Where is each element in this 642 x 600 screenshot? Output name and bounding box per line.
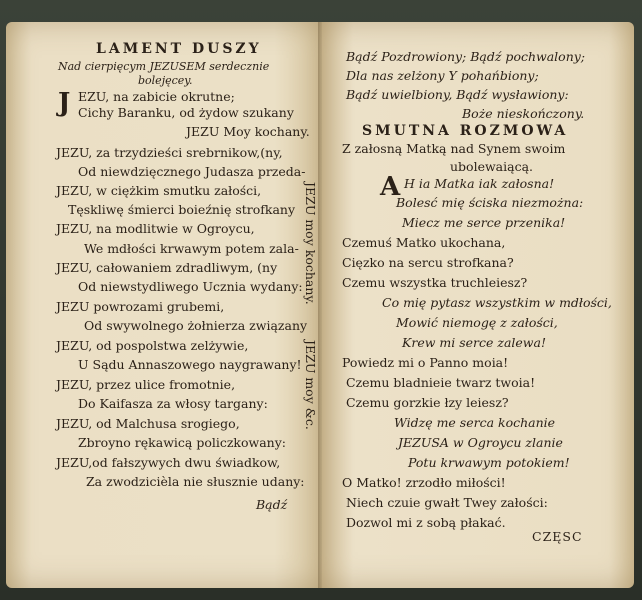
verse-line: Cichy Baranku, od żydow szukany (78, 105, 294, 120)
dialog-line: Dozwol mi z sobą płakać. (346, 515, 506, 530)
dialog-line: Powiedz mi o Panno moia! (342, 355, 509, 370)
verse-line: JEZU powrozami grubemi, (56, 299, 225, 314)
subtitle-line: bolejęcey. (138, 74, 193, 87)
left-page (6, 22, 322, 588)
verse-line: JEZU, na modlitwie w Ogroycu, (56, 221, 255, 236)
dialog-line: Mowić niemogę z załości, (396, 315, 558, 330)
verse-line: Zbroyno rękawicą policzkowany: (78, 435, 287, 450)
page-title: LAMENT DUSZY (96, 41, 262, 57)
dialog-line: JEZUSA w Ogroycu zlanie (398, 435, 563, 450)
verse-line: JEZU, przez ulice fromotnie, (56, 377, 236, 392)
verse-line: JEZU, od Malchusa srogiego, (56, 416, 240, 431)
right-page (322, 22, 634, 588)
verse-line: Do Kaifasza za włosy targany: (78, 396, 268, 411)
dialog-line: Co mię pytasz wszystkim w mdłości, (382, 295, 612, 310)
margin-refrain: JEZU moy &c. (303, 340, 318, 430)
dialog-line: O Matko! zrzodło miłości! (342, 475, 506, 490)
verse-line: Od swywolnego żołnierza związany (84, 318, 308, 333)
catchword: CZĘSC (532, 529, 583, 544)
section-intro: ubolewaiącą. (450, 159, 534, 174)
margin-refrain: JEZU moy kochany. (303, 182, 318, 305)
section-heading: SMUTNA ROZMOWA (362, 123, 569, 139)
dialog-line: Bolesć mię ściska niezmożna: (396, 195, 584, 210)
hymn-line: Bądź Pozdrowiony; Bądź pochwalony; (346, 49, 586, 64)
catchword: Bądź (256, 497, 288, 512)
verse-refrain: JEZU Moy kochany. (186, 124, 310, 139)
dialog-line: Potu krwawym potokiem! (408, 455, 570, 470)
dialog-line: H ia Matka iak załosna! (404, 176, 555, 191)
verse-line: Od niewdzięcznego Judasza przeda- (78, 164, 306, 179)
verse-line: JEZU,od fałszywych dwu świadkow, (56, 455, 281, 470)
hymn-line: Bądź uwielbiony, Bądź wysławiony: (346, 87, 569, 102)
verse-line: U Sądu Annaszowego naygrawany! (78, 357, 302, 372)
verse-line: JEZU, całowaniem zdradliwym, (ny (56, 260, 278, 275)
section-intro: Z załosną Matką nad Synem swoim (342, 141, 566, 156)
hymn-line: Boże nieskończony. (462, 106, 585, 121)
dialog-line: Czemu wszystka truchleiesz? (342, 275, 528, 290)
verse-line: JEZU, w ciężkim smutku załości, (56, 183, 262, 198)
dialog-line: Miecz me serce przenika! (402, 215, 566, 230)
verse-line: Od niewstydliwego Ucznia wydany: (78, 279, 303, 294)
verse-line: We mdłości krwawym potem zala- (84, 241, 299, 256)
dialog-line: Cięzko na sercu strofkana? (342, 255, 514, 270)
verse-line: JEZU, od pospolstwa zelżywie, (56, 338, 249, 353)
verse-line: Za zwodzicièla nie słusznie udany: (86, 474, 305, 489)
verse-line: EZU, na zabicie okrutne; (78, 89, 235, 104)
dialog-line: Czemuś Matko ukochana, (342, 235, 506, 250)
drop-cap: J (58, 88, 71, 118)
dialog-line: Widzę me serca kochanie (394, 415, 556, 430)
dialog-line: Niech czuie gwałt Twey załości: (346, 495, 548, 510)
dialog-line: Czemu bladnieie twarz twoia! (346, 375, 536, 390)
hymn-line: Dla nas zelżony Y pohańbiony; (346, 68, 539, 83)
dialog-line: Krew mi serce zalewa! (402, 335, 546, 350)
dialog-line: Czemu gorzkie łzy leiesz? (346, 395, 509, 410)
verse-line: Tęskliwę śmierci boieźnię strofkany (68, 202, 296, 217)
drop-cap: A (380, 172, 401, 202)
verse-line: JEZU, za trzydzieści srebrnikow,(ny, (56, 145, 283, 160)
subtitle-line: Nad cierpięcym JEZUSEM serdecznie (58, 60, 270, 73)
